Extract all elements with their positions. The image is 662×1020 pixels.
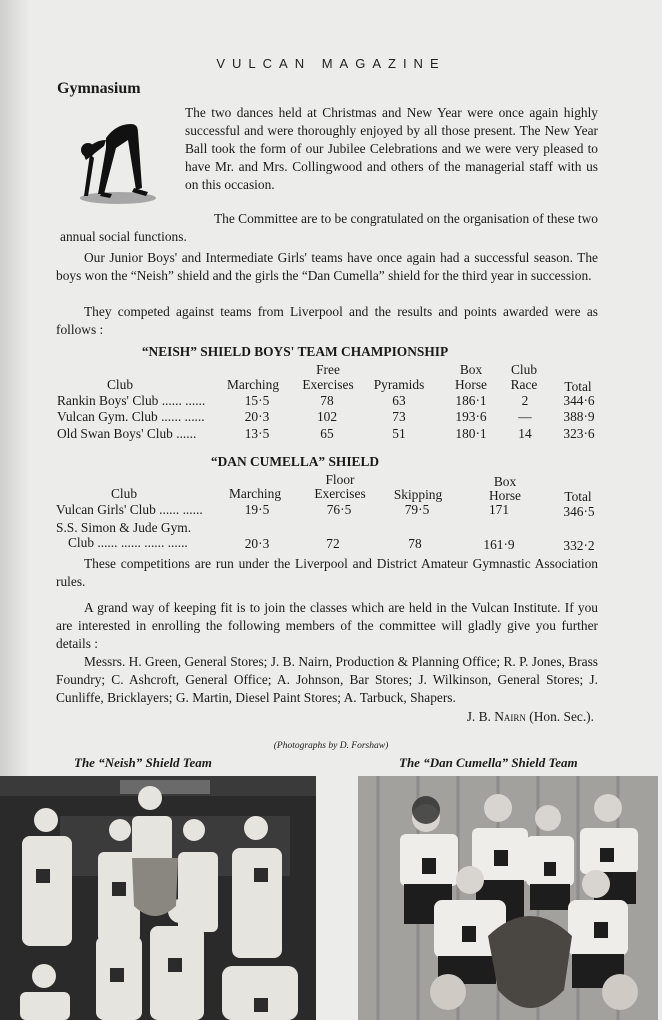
row-club: Rankin Boys' Club ...... ...... [57,393,206,408]
signature-name: Nairn [494,709,526,724]
row-pyramids: 73 [392,409,406,424]
signature-role: (Hon. Sec.). [529,709,594,724]
neish-header-club: Club [106,377,134,392]
photo-neish-shield-team [0,776,316,1020]
row-box-horse: 193·6 [455,409,487,424]
gymnast-bending-illustration-icon [76,118,166,210]
row-pyramids: 63 [392,393,406,408]
cumella-header-floor-1: Floor [325,472,355,487]
row-club: Vulcan Girls' Club ...... ...... [56,502,203,517]
photo-cumella-shield-team [358,776,658,1020]
row-box-horse: 180·1 [455,426,487,441]
row-club-continued: Club ...... ...... ...... ...... [68,535,188,550]
row-total: 388·9 [563,409,595,424]
row-box-horse: 161·9 [483,537,515,552]
caption-neish-team: The “Neish” Shield Team [74,755,212,770]
row-free-exercises: 78 [320,393,334,408]
row-total: 346·5 [563,504,595,519]
neish-header-box-2: Horse [455,377,487,392]
row-box-horse: 186·1 [455,393,487,408]
row-floor-exercises: 76·5 [326,502,352,517]
row-marching: 13·5 [244,426,270,441]
row-marching: 19·5 [244,502,270,517]
signature [400,709,594,725]
neish-header-box-1: Box [459,362,483,377]
row-club-race: — [518,409,532,424]
neish-header-free-1: Free [316,362,340,377]
caption-cumella-team: The “Dan Cumella” Shield Team [399,755,578,770]
paragraph-rules: These competitions are run under the Liverpool and District Amateur Gymnastic Association rules. [56,556,598,589]
neish-header-race-1: Club [510,362,538,377]
cumella-header-total: Total [564,489,592,504]
row-club: Old Swan Boys' Club ...... [57,426,197,441]
row-box-horse: 171 [488,502,510,517]
paragraph-keeping-fit: A grand way of keeping fit is to join the classes which are held in the Vulcan Institute. If you are interested in enrolling the following members of the committee will gladly give you further details : [56,600,598,651]
cumella-header-box-2: Horse [489,488,521,503]
masthead: VULCAN MAGAZINE [216,56,446,71]
row-pyramids: 51 [392,426,406,441]
row-floor-exercises: 72 [326,536,340,551]
paragraph-teams: Our Junior Boys' and Intermediate Girls' teams have once again had a successful season. The boys won the “Neish” shield and the girls the “Dan Cumella” shield for the third year in succession. [56,250,598,283]
row-club-race: 14 [518,426,532,441]
paragraph-committee: The Committee are to be congratulated on the organisation of these two annual social functions. [60,211,598,244]
row-club-race: 2 [521,393,529,408]
paragraph-committee-members: Messrs. H. Green, General Stores; J. B. Nairn, Production & Planning Office; R. P. Jones, Brass Foundry; C. Ashcroft, General Office; A. Johnson, Bar Stores; J. Wilkinson, General Stores; J. Cunliffe, Bricklayers; G. Martin, Diesel Paint Stores; A. Tarbuck, Shapers. [56,654,598,705]
row-free-exercises: 102 [316,409,338,424]
neish-header-pyramids: Pyramids [373,377,425,392]
row-marching: 20·3 [244,409,270,424]
row-marching: 20·3 [244,536,270,551]
cumella-header-floor-2: Exercises [314,486,366,501]
paragraph-competed: They competed against teams from Liverpool and the results and points awarded were as follows : [56,304,598,337]
row-club: Vulcan Gym. Club ...... ...... [57,409,205,424]
row-total: 344·6 [563,393,595,408]
row-marching: 15·5 [244,393,270,408]
row-club: S.S. Simon & Jude Gym. [56,520,192,535]
row-skipping: 79·5 [404,502,430,517]
row-total: 332·2 [563,538,595,553]
neish-header-marching: Marching [226,377,280,392]
photo-credit: (Photographs by D. Forshaw) [273,741,389,751]
cumella-header-box-1: Box [493,474,517,489]
row-total: 323·6 [563,426,595,441]
row-skipping: 78 [408,536,422,551]
neish-header-race-2: Race [510,377,538,392]
cumella-header-skipping: Skipping [393,487,443,502]
cumella-header-marching: Marching [228,486,282,501]
section-title: Gymnasium [57,80,141,97]
neish-header-free-2: Exercises [302,377,354,392]
neish-header-total: Total [564,379,592,394]
cumella-table-title: “DAN CUMELLA” SHIELD [210,454,380,469]
neish-table-title: “NEISH” SHIELD BOYS' TEAM CHAMPIONSHIP [141,344,449,359]
cumella-header-club: Club [110,486,138,501]
row-free-exercises: 65 [320,426,334,441]
paragraph-dances: The two dances held at Christmas and New Year were once again highly successful and were thoroughly enjoyed by all those present. The New Year Ball took the form of our Jubilee Celebrations and we were very pleased to have Mr. and Mrs. Collingwood and others of the managerial staff with us on this occasion. [185,105,598,192]
signature-initials: J. B. [466,709,491,724]
